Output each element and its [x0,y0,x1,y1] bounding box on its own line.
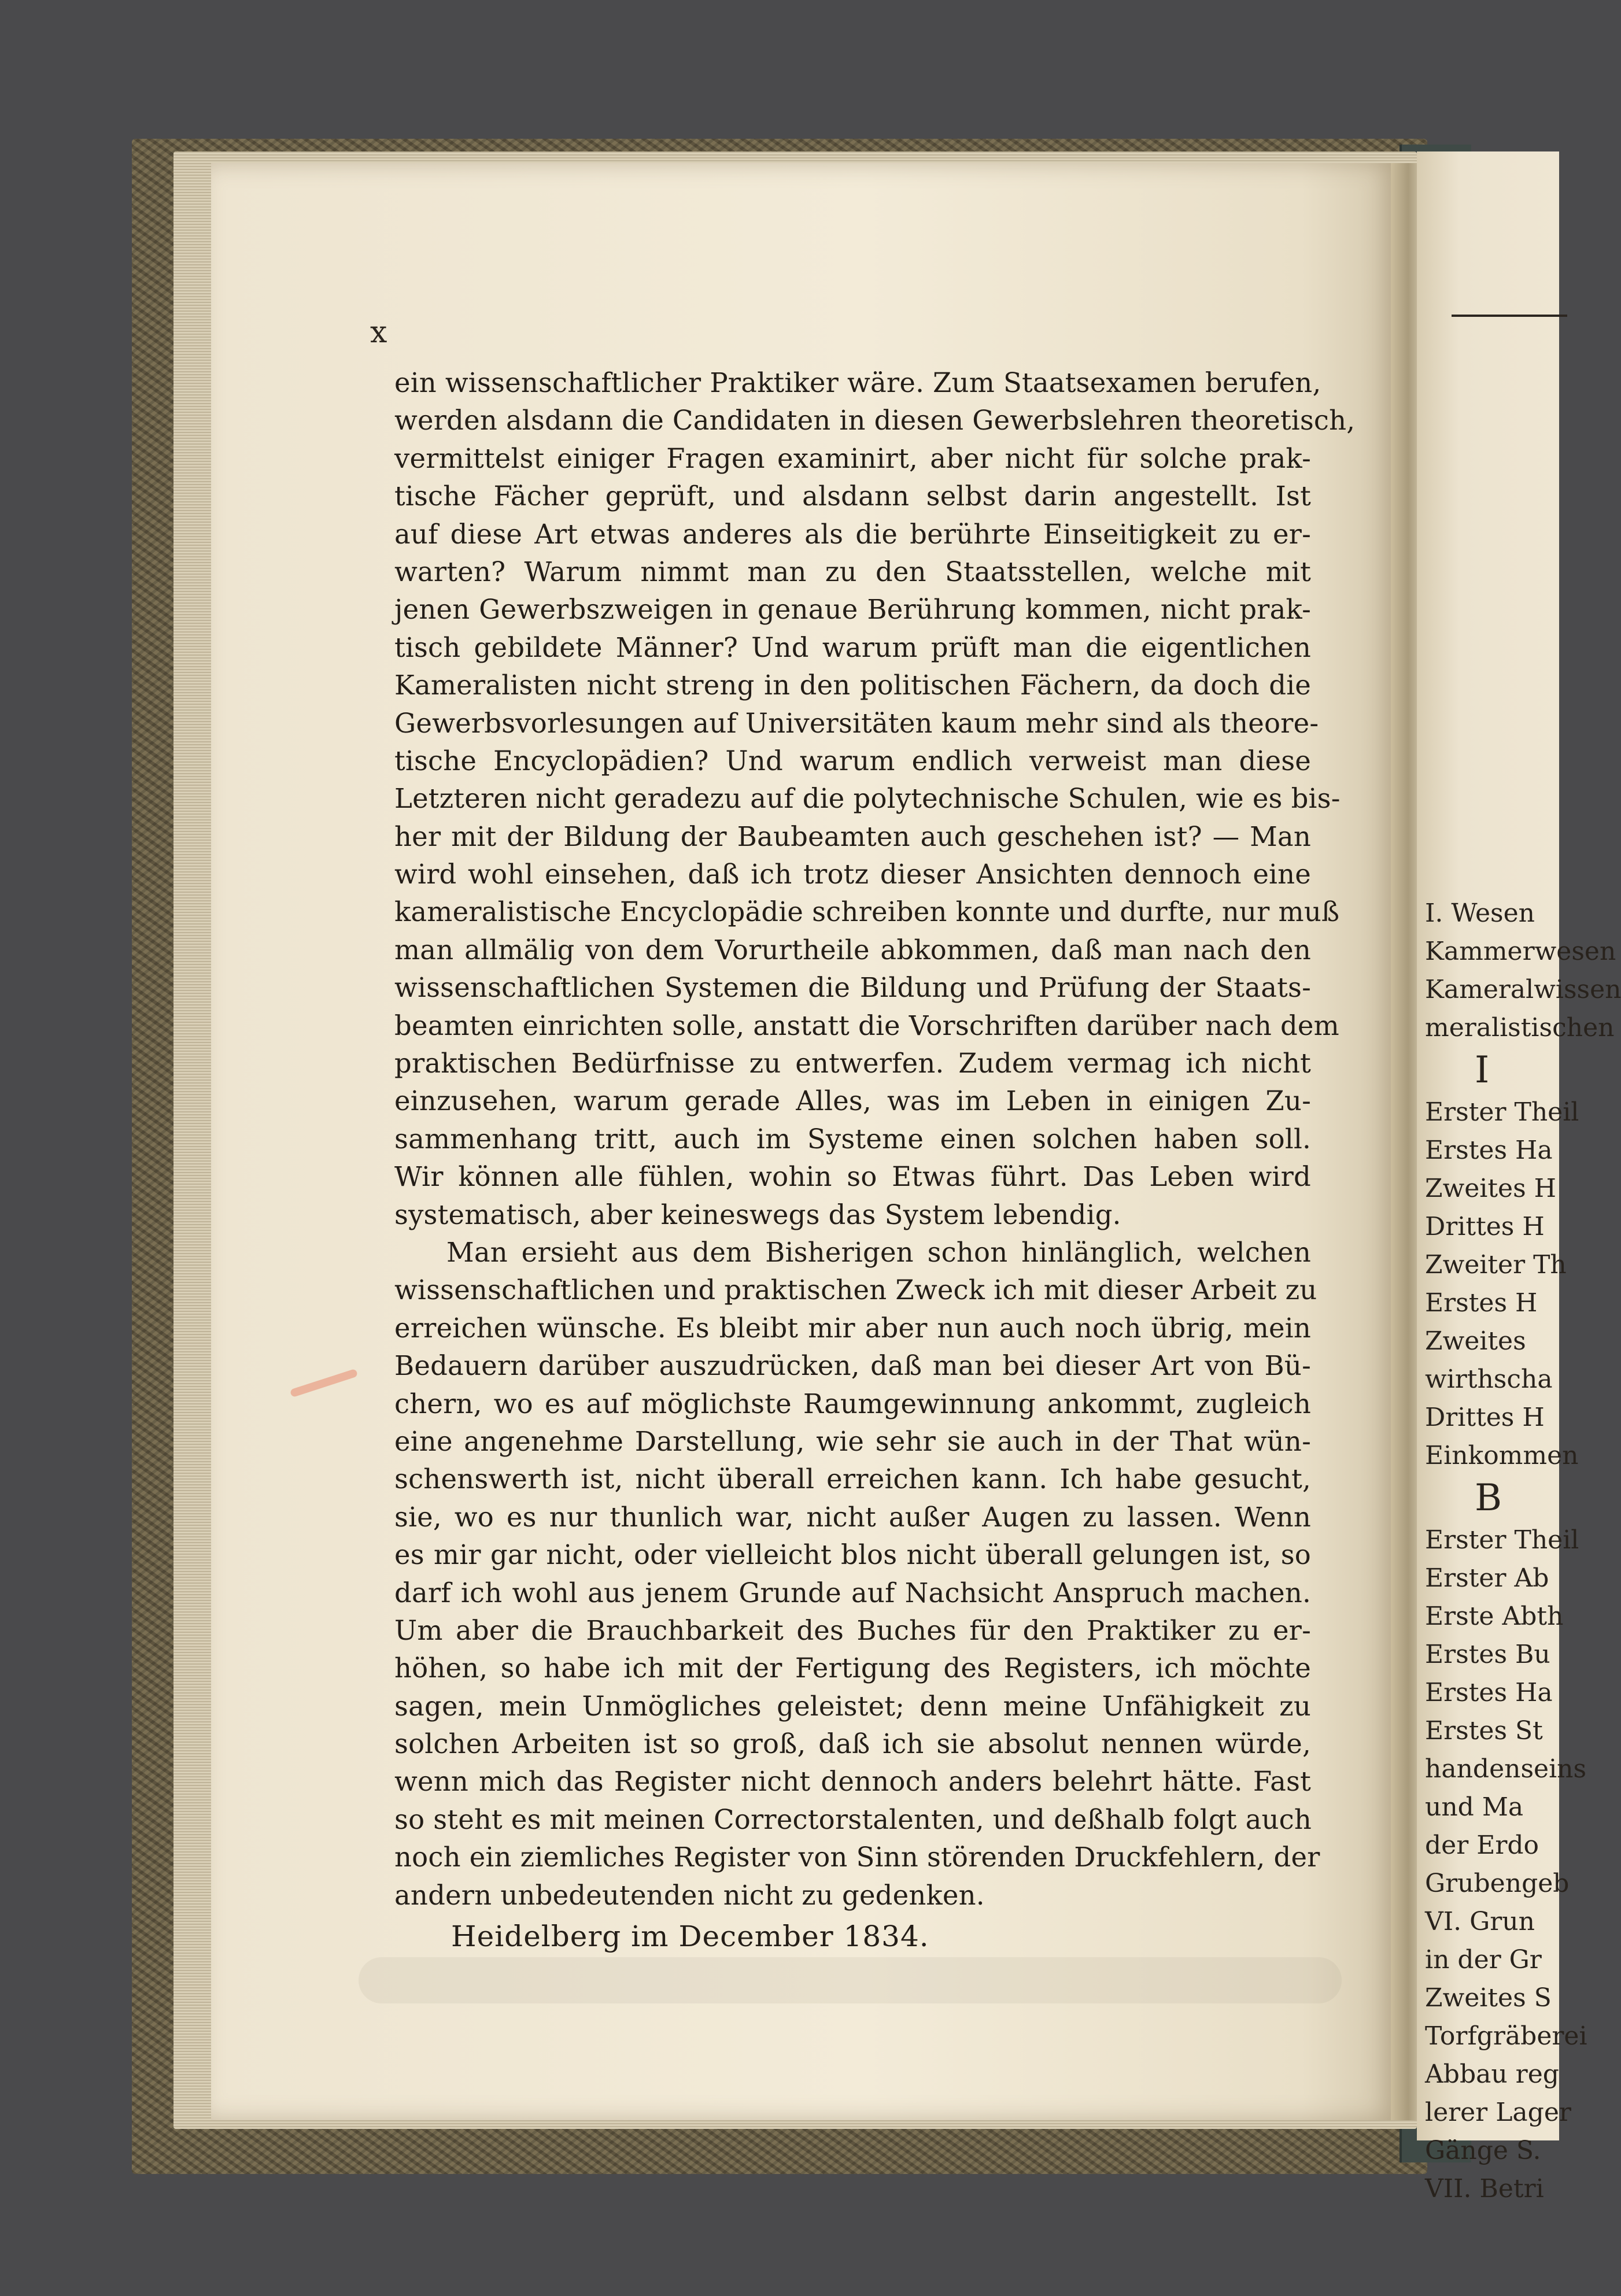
text-line: beamten einrichten solle, anstatt die Vorschriften darüber nach dem [394,1010,1339,1041]
text-line: vermittelst einiger Fragen examinirt, aber nicht für solche prak- [394,442,1311,474]
text-line: Bedauern darüber auszudrücken, daß man bei dieser Art von Bü- [394,1350,1311,1382]
toc-fragment: Erster Theil [1425,1525,1579,1555]
page-number: x [370,315,387,350]
text-line: ein wissenschaftlicher Praktiker wäre. Zum Staatsexamen berufen, [394,367,1321,398]
text-line: eine angenehme Darstellung, wie sehr sie auch in der That wün- [394,1425,1311,1457]
toc-fragment: VII. Betri [1425,2174,1544,2203]
toc-fragment: Drittes H [1425,1403,1545,1432]
place-date-signoff: Heidelberg im December 1834. [451,1920,929,1953]
toc-fragment: Torfgräberei [1425,2021,1587,2051]
text-line: werden alsdann die Candidaten in diesen Gewerbslehren theoretisch, [394,405,1356,437]
toc-fragment: Erstes Ha [1425,1678,1553,1707]
toc-fragment: meralistischen [1425,1013,1615,1042]
text-line: Man ersieht aus dem Bisherigen schon hinlänglich, welchen [446,1236,1311,1268]
show-through-text [359,1957,1342,2003]
text-line: Um aber die Brauchbarkeit des Buches für den Praktiker zu er- [394,1614,1311,1646]
text-line: systematisch, aber keineswegs das System lebendig. [394,1199,1121,1230]
text-line: chern, wo es auf möglichste Raumgewinnung ankommt, zugleich [394,1388,1311,1419]
header-rule [1452,315,1567,317]
text-line: andern unbedeutenden nicht zu gedenken. [394,1879,985,1911]
toc-fragment: B [1475,1477,1502,1519]
toc-fragment: handenseins [1425,1754,1587,1784]
toc-fragment: Erstes Ha [1425,1136,1553,1165]
text-line: her mit der Bildung der Baubeamten auch geschehen ist? — Man [394,820,1311,852]
text-line: praktischen Bedürfnisse zu entwerfen. Zudem vermag ich nicht [394,1048,1311,1079]
toc-fragment: Zweiter Th [1425,1250,1567,1280]
toc-fragment: Zweites H [1425,1174,1557,1203]
toc-fragment: Erster Theil [1425,1097,1579,1127]
toc-fragment: Zweites S [1425,1983,1552,2013]
text-line: Kameralisten nicht streng in den politischen Fächern, da doch die [394,670,1311,701]
text-line: sammenhang tritt, auch im Systeme einen solchen haben soll. [394,1123,1311,1155]
text-line: Letzteren nicht geradezu auf die polytechnische Schulen, wie es bis- [394,783,1341,815]
toc-fragment: VI. Grun [1425,1907,1535,1936]
text-line: einzusehen, warum gerade Alles, was im Leben in einigen Zu- [394,1085,1311,1117]
text-line: tische Encyclopädien? Und warum endlich verweist man diese [394,745,1311,777]
toc-fragment: Erster Ab [1425,1563,1549,1593]
text-line: noch ein ziemliches Register von Sinn störenden Druckfehlern, der [394,1842,1320,1873]
toc-fragment: wirthscha [1425,1365,1553,1394]
text-line: tische Fächer geprüft, und alsdann selbst darin angestellt. Ist [394,480,1311,512]
toc-fragment: I [1475,1049,1490,1092]
right-page-fragment [1417,151,1621,2203]
toc-fragment: der Erdo [1425,1831,1539,1860]
text-line: so steht es mit meinen Correctorstalenten, und deßhalb folgt auch [394,1803,1312,1835]
toc-fragment: in der Gr [1425,1945,1542,1975]
table-of-contents-fragment [1417,894,1621,2208]
toc-fragment: Erstes St [1425,1716,1543,1746]
toc-fragment: Erstes H [1425,1288,1538,1318]
text-line: wird wohl einsehen, daß ich trotz dieser Ansichten dennoch eine [394,859,1311,890]
toc-fragment: I. Wesen [1425,899,1535,928]
toc-fragment: und Ma [1425,1792,1524,1822]
text-line: wenn mich das Register nicht dennoch anders belehrt hätte. Fast [394,1766,1311,1798]
text-line: höhen, so habe ich mit der Fertigung des Registers, ich möchte [394,1652,1311,1684]
text-line: man allmälig von dem Vorurtheile abkommen, daß man nach den [394,934,1311,966]
text-line: warten? Warum nimmt man zu den Staatsstellen, welche mit [394,556,1311,587]
text-line: auf diese Art etwas anderes als die berührte Einseitigkeit zu er- [394,518,1311,550]
text-line: wissenschaftlichen Systemen die Bildung und Prüfung der Staats- [394,972,1311,1004]
text-line: Wir können alle fühlen, wohin so Etwas führt. Das Leben wird [394,1161,1311,1193]
text-line: darf ich wohl aus jenem Grunde auf Nachsicht Anspruch machen. [394,1577,1311,1609]
paragraph-1 [394,364,1356,1234]
text-line: kameralistische Encyclopädie schreiben konnte und durfte, nur muß [394,896,1340,928]
toc-fragment: Drittes H [1425,1212,1545,1241]
body-text [394,364,1356,1914]
text-line: sagen, mein Unmögliches geleistet; denn meine Unfähigkeit zu [394,1690,1311,1722]
toc-fragment: Zweites [1425,1326,1526,1356]
toc-fragment: Kammerwesen [1425,937,1616,966]
toc-fragment: Gänge S. [1425,2136,1541,2165]
text-line: sie, wo es nur thunlich war, nicht außer Augen zu lassen. Wenn [394,1501,1311,1533]
text-line: wissenschaftlichen und praktischen Zweck ich mit dieser Arbeit zu [394,1274,1317,1306]
text-line: erreichen wünsche. Es bleibt mir aber nun auch noch übrig, mein [394,1312,1311,1344]
text-line: jenen Gewerbszweigen in genaue Berührung kommen, nicht prak- [394,594,1311,626]
toc-fragment: Einkommen [1425,1441,1579,1470]
text-line: solchen Arbeiten ist so groß, daß ich sie absolut nennen würde, [394,1728,1311,1760]
text-line: schenswerth ist, nicht überall erreichen kann. Ich habe gesucht, [394,1463,1311,1495]
toc-fragment: Grubengeb [1425,1869,1570,1898]
text-line: es mir gar nicht, oder vielleicht blos nicht überall gelungen ist, so [394,1539,1311,1571]
toc-fragment: Kameralwissen [1425,975,1621,1004]
toc-fragment: Abbau reg [1425,2060,1559,2089]
toc-fragment: lerer Lager [1425,2098,1571,2127]
paragraph-2 [394,1234,1320,1914]
toc-fragment: Erstes Bu [1425,1640,1550,1669]
toc-fragment: Erste Abth [1425,1602,1564,1631]
text-line: tisch gebildete Männer? Und warum prüft man die eigentlichen [394,631,1311,663]
text-line: Gewerbsvorlesungen auf Universitäten kaum mehr sind als theore- [394,707,1319,739]
